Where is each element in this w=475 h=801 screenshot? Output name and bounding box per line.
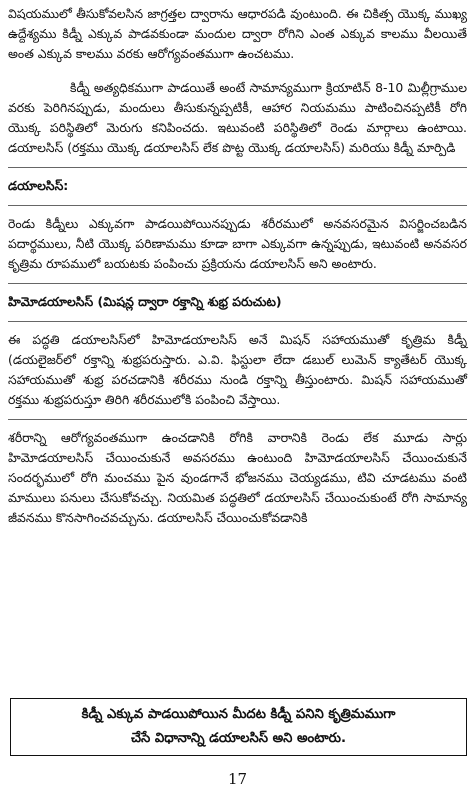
section-divider [8, 419, 467, 420]
section-divider [8, 205, 467, 206]
section-divider [8, 167, 467, 168]
hemodialysis-paragraph: ఈ పద్ధతి డయాలసిస్‌లో హిమోడయాలసిస్ అనే మిషన్ సహాయముతో కృత్రిమ కిడ్నీ (డయలైజర్‌లో రక్తాన్ని శుభ్రపరుస్తారు. ఎ.వి. ఫిస్టులా లేదా డబుల్ లుమెన్ క్యాతేటర్ యొక్క సహాయముతో శుభ్ర పరచడానికి శరీరము నుండి రక్తాన్ని తీస్తుంటారు. మిషన్ సహాయముతో రక్తము శుభ్రపరుస్తూ తిరిగి శరీరములోకి పంపించి వేస్తాయి. [8, 332, 467, 407]
dialysis-heading: డయాలసిస్: [8, 178, 69, 193]
section-divider [8, 321, 467, 322]
second-paragraph: కిడ్నీ అత్యధికముగా పాడయితే అంటే సామాన్యముగా క్రియాటిన్ 8-10 మిల్లీగ్రాముల వరకు పెరిగినప్పుడు, మందులు తీసుకున్నప్పటికీ, ఆహార నియమము పాటించినప్పటికీ రోగి యొక్క పరిస్థితిలో మెరుగు కనిపించదు. ఇటువంటి పరిస్థితిలో రెండు మార్గాలు ఉంటాయి. డయాలసిస్ (రక్తము యొక్క డయాలసిస్ లేక పొట్ట యొక్క డయాలసిస్) మరియు కిడ్నీ మార్పిడి [8, 80, 467, 155]
page-number: 17 [227, 770, 248, 788]
routine-paragraph: శరీరాన్ని ఆరోగ్యవంతముగా ఉంచడానికి రోగికి వారానికి రెండు లేక మూడు సార్లు హిమోడయాలసిస్ చేయించుకునే అవసరము ఉంటుంది హిమోడయాలసిస్ చేయించుకునే సందర్భములో రోగి మంచము పైన వుండగానే భోజనము చెయ్యడము, టివి చూడటము వంటి మాములు పనులు చేసుకోవచ్చు. నియమిత పద్ధతిలో డయాలసిస్ చేయించుకుంటే రోగి సామాన్య జీవనము కొనసాగించవచ్చును. డయాలసిస్ చేయించుకోవడానికి [8, 430, 467, 525]
definition-line-2: చేసే విధానాన్ని డయాలసిస్ అని అంటారు. [130, 731, 347, 746]
definition-line-1: కిడ్నీ ఎక్కువ పాడయిపోయిన మీదట కిడ్నీ పనిని కృత్రిమముగా [81, 707, 396, 722]
section-divider [8, 283, 467, 284]
hemodialysis-heading: హిమోడయాలసిస్ (మిషన్ల ద్వారా రక్తాన్ని శుభ్ర పరుచుట) [8, 294, 282, 309]
intro-paragraph: విషయములో తీసుకోవలసిన జాగ్రత్తల ద్వారాను ఆధారపడి వుంటుంది. ఈ చికిత్స యొక్క ముఖ్య ఉద్దేశ్యము కిడ్నీ ఎక్కువ పాడవకుండా మందుల ద్వారా రోగిని ఎంత ఎక్కువ కాలము వీలయితే అంత ఎక్కువ కాలము వరకు ఆరోగ్యవంతముగా ఉంచటము. [8, 6, 467, 61]
page-content [8, 4, 467, 528]
dialysis-paragraph: రెండు కిడ్నీలు ఎక్కువగా పాడయిపోయినప్పుడు శరీరములో అనవసరమైన విసర్జించబడిన పదార్థములు, నీటి యొక్క పరిణామము కూడా బాగా ఎక్కువగా ఉన్నప్పుడు, ఇటువంటి అనవసర కృత్రిమ రూపములో బయటకు పంపించు ప్రక్రియను డయాలసిస్ అని అంటారు. [8, 216, 467, 271]
definition-box [10, 698, 467, 756]
